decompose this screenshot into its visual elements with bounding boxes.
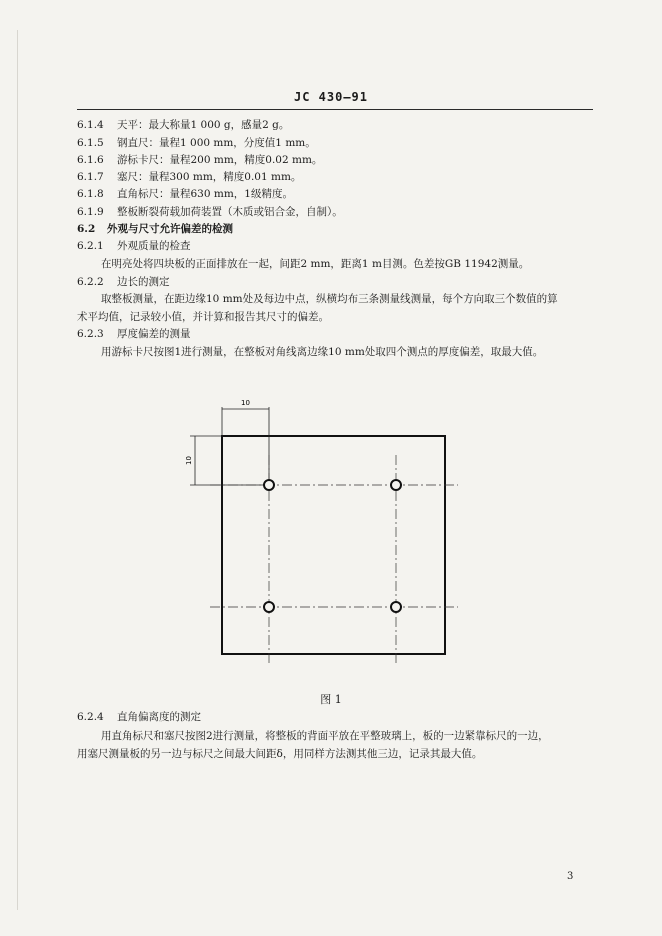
- section-title: 外观质量的检查: [117, 240, 191, 252]
- paragraph-6-2-1: 在明亮处将四块板的正面排放在一起，间距2 mm，距离1 m目测。色差按GB 11942测量。: [101, 258, 530, 270]
- item-6-1-8: [77, 187, 293, 201]
- section-title: 厚度偏差的测量: [117, 328, 191, 340]
- item-text: 游标卡尺：量程200 mm，精度0.02 mm。: [117, 154, 323, 166]
- panel-outline: [222, 436, 445, 654]
- item-text: 天平：最大称量1 000 g，感量2 g。: [117, 119, 290, 131]
- subsection-6-2-2-heading: [77, 275, 170, 289]
- figure-caption: 图 1: [320, 693, 342, 706]
- section-number: 6.2.1: [77, 240, 104, 252]
- figure-1-diagram: [180, 395, 470, 685]
- paragraph-6-2-3: 用游标卡尺按图1进行测量，在整板对角线离边缘10 mm处取四个测点的厚度偏差，取最大值。: [101, 346, 544, 358]
- section-number: 6.2: [77, 223, 96, 235]
- header-rule: [77, 109, 593, 110]
- measure-point-top-right: [391, 480, 401, 490]
- item-6-1-6: [77, 153, 322, 167]
- section-number: 6.2.2: [77, 276, 104, 288]
- subsection-6-2-1-heading: [77, 239, 191, 253]
- item-text: 塞尺：量程300 mm，精度0.01 mm。: [117, 171, 302, 183]
- subsection-6-2-3-heading: [77, 327, 191, 341]
- item-6-1-9: [77, 205, 343, 219]
- paragraph-6-2-4-line1: 用直角标尺和塞尺按图2进行测量，将整板的背面平放在平整玻璃上，板的一边紧靠标尺的一边，: [101, 730, 549, 742]
- dim-label-left: 10: [185, 456, 193, 465]
- item-text: 整板断裂荷载加荷装置（木质或铝合金，自制）。: [117, 206, 343, 218]
- section-title: 直角偏离度的测定: [117, 711, 201, 723]
- subsection-6-2-4-heading: [77, 710, 201, 724]
- dim-label-top: 10: [241, 399, 250, 407]
- measure-point-top-left: [264, 480, 274, 490]
- section-title: 外观与尺寸允许偏差的检测: [107, 223, 233, 235]
- item-number: 6.1.5: [77, 137, 104, 149]
- item-6-1-4: [77, 118, 289, 132]
- measure-point-bottom-right: [391, 602, 401, 612]
- item-6-1-5: [77, 136, 316, 150]
- section-number: 6.2.4: [77, 711, 104, 723]
- section-6-2-heading: [77, 222, 233, 236]
- item-text: 直角标尺：量程630 mm，1级精度。: [117, 188, 293, 200]
- item-number: 6.1.9: [77, 206, 104, 218]
- paragraph-6-2-4-line2: 用塞尺测量板的另一边与标尺之间最大间距δ，用同样方法测其他三边，记录其最大值。: [77, 748, 483, 760]
- section-title: 边长的测定: [117, 276, 170, 288]
- item-6-1-7: [77, 170, 301, 184]
- item-number: 6.1.8: [77, 188, 104, 200]
- item-number: 6.1.6: [77, 154, 104, 166]
- page-number: 3: [567, 871, 574, 882]
- paragraph-6-2-2-line1: 取整板测量，在距边缘10 mm处及每边中点，纵横均布三条测量线测量，每个方向取三个数值的算: [101, 293, 558, 305]
- scan-edge-line: [17, 30, 18, 910]
- item-number: 6.1.4: [77, 119, 104, 131]
- measure-point-bottom-left: [264, 602, 274, 612]
- item-number: 6.1.7: [77, 171, 104, 183]
- paragraph-6-2-2-line2: 术平均值，记录较小值，并计算和报告其尺寸的偏差。: [77, 311, 329, 323]
- section-number: 6.2.3: [77, 328, 104, 340]
- standard-code-header: JC 430—91: [293, 90, 369, 104]
- item-text: 钢直尺：量程1 000 mm，分度值1 mm。: [117, 137, 316, 149]
